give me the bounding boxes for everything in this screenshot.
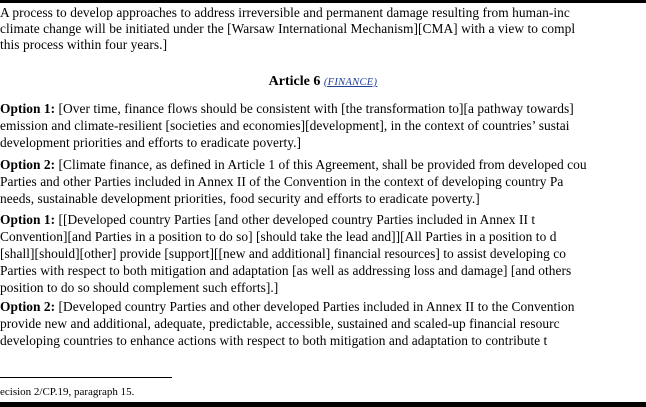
footnote-text: ecision 2/CP.19, paragraph 15. <box>0 386 135 398</box>
option-line: Convention][and Parties in a position to do so] [should take the lead and]][All Parties in a position to d <box>0 229 557 244</box>
intro-line: this process within four years.] <box>0 37 168 52</box>
option-label: Option 1: <box>0 101 56 116</box>
page-bottom-border <box>0 402 646 407</box>
option-line: provide new and additional, adequate, predictable, accessible, sustained and scaled-up financial resourc <box>0 316 560 331</box>
option-first-line <box>0 156 587 173</box>
option-line: development priorities and efforts to eradicate poverty.] <box>0 135 302 150</box>
option-line: position to do so should complement such efforts].] <box>0 280 279 295</box>
option-label: Option 2: <box>0 157 56 172</box>
option-first-line <box>0 298 575 315</box>
option-text: [Over time, finance flows should be consistent with [the transformation to][a pathway towards] <box>55 101 574 116</box>
option-line: Parties and other Parties included in Annex II of the Convention in the context of developing country Pa <box>0 174 564 189</box>
intro-line: A process to develop approaches to address irreversible and permanent damage resulting from human-inc <box>0 5 570 20</box>
option-line: needs, sustainable development priorities, food security and efforts to eradicate poverty.] <box>0 191 480 206</box>
page-top-border <box>0 0 646 3</box>
option-text: [[Developed country Parties [and other developed country Parties included in Annex II t <box>55 212 536 227</box>
option-line: developing countries to enhance actions with respect to both mitigation and adaptation to contribute t <box>0 333 548 348</box>
option-first-line <box>0 211 535 228</box>
article-heading <box>0 74 646 90</box>
option-text: [Climate finance, as defined in Article 1 of this Agreement, shall be provided from developed cou <box>55 157 587 172</box>
option-first-line <box>0 100 574 117</box>
intro-line: climate change will be initiated under the [Warsaw International Mechanism][CMA] with a view to compl <box>0 21 576 36</box>
article-subtitle: (FINANCE) <box>323 77 378 88</box>
option-label: Option 1: <box>0 212 56 227</box>
document-page <box>0 4 646 402</box>
option-line: [shall][should][other] provide [support][[new and additional] financial resources] to assist developing co <box>0 246 567 261</box>
option-label: Option 2: <box>0 299 56 314</box>
article-title: Article 6 <box>268 74 321 89</box>
option-text: [Developed country Parties and other developed Parties included in Annex II to the Convention <box>55 299 575 314</box>
footnote-separator <box>0 377 172 378</box>
option-line: emission and climate-resilient [societies and economies][development], in the context of countries’ sustai <box>0 118 570 133</box>
option-line: Parties with respect to both mitigation and adaptation [as well as addressing loss and damage] [and others <box>0 263 572 278</box>
